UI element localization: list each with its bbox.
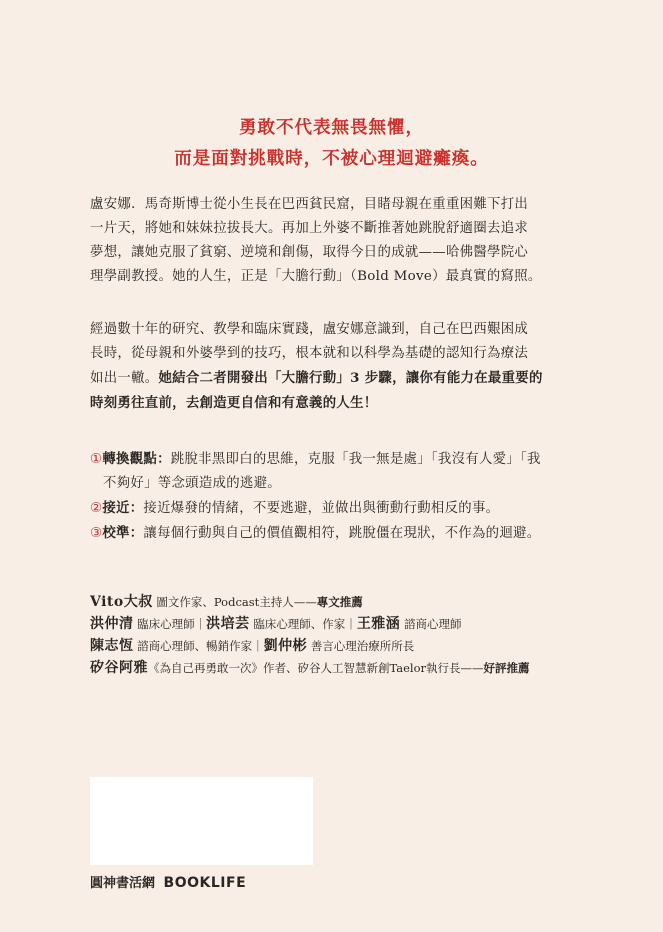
- step-number: ①: [90, 452, 103, 467]
- endorser-name: 洪培芸: [206, 616, 250, 632]
- endorsement-type: 好評推薦: [483, 661, 530, 675]
- step-item: [90, 521, 590, 546]
- publisher-name-en: BOOKLIFE: [163, 875, 247, 891]
- method-highlight: 她結合二者開發出「大膽行動」3 步驟，讓你有能力在最重要的: [158, 370, 543, 386]
- publisher-name-zh: 圓神書活網: [90, 876, 156, 891]
- endorser-name: 王雅涵: [356, 616, 401, 632]
- step-text: 接近爆發的情緒，不要逃避，並做出與衝動行動相反的事。: [143, 501, 500, 516]
- endorser-desc: 諮商心理師、暢銷作家｜: [137, 639, 264, 653]
- endorser-name: Vito大叔: [90, 594, 153, 610]
- intro-line: 夢想，讓她克服了貧窮、逆境和創傷，取得今日的成就——哈佛醫學院心: [90, 245, 529, 260]
- step-title: 轉換觀點：: [102, 451, 171, 467]
- step-number: ③: [90, 526, 103, 541]
- endorsement-row: [90, 658, 610, 678]
- endorser-desc: 臨床心理師、作家｜: [253, 617, 357, 631]
- steps-list: [90, 447, 590, 546]
- endorser-desc: 《為自己再勇敢一次》作者、矽谷人工智慧新創Taelor執行長——: [148, 661, 484, 675]
- method-text: 如出一轍。: [90, 371, 159, 386]
- publisher-logo: [90, 872, 246, 891]
- endorsement-row: [90, 592, 610, 612]
- endorser-name: 陳志恆: [90, 638, 134, 654]
- intro-line: 一片天，將她和妹妹拉拔長大。再加上外婆不斷推著她跳脫舒適圈去追求: [90, 221, 529, 236]
- barcode-area: [90, 777, 313, 865]
- headline-line-1: 勇敢不代表無畏無懼，: [239, 118, 424, 138]
- method-line: 經過數十年的研究、教學和臨床實踐，盧安娜意識到，自己在巴西艱困成: [90, 322, 529, 337]
- intro-line: 盧安娜．馬奇斯博士從小生長在巴西貧民窟，目睹母親在重重困難下打出: [90, 197, 529, 212]
- step-item: [90, 447, 590, 496]
- step-title: 校準：: [102, 525, 144, 541]
- endorser-name: 矽谷阿雅: [90, 660, 148, 676]
- endorser-name: 洪仲清: [90, 616, 134, 632]
- method-line: 長時，從母親和外婆學到的技巧，根本就和以科學為基礎的認知行為療法: [90, 346, 529, 361]
- step-text: 跳脫非黑即白的思維，克服「我一無是處」「我沒有人愛」「我: [170, 452, 541, 467]
- method-line: [90, 366, 590, 391]
- endorser-desc: 善言心理治療所所長: [310, 639, 415, 653]
- intro-line: 理學副教授。她的人生，正是「大膽行動」（Bold Move）最真實的寫照。: [90, 269, 542, 284]
- step-text: 不夠好」等念頭造成的逃避。: [103, 476, 281, 491]
- endorser-name: 劉仲彬: [263, 638, 308, 654]
- endorser-desc: 諮商心理師: [403, 617, 462, 631]
- endorser-desc: 臨床心理師｜: [137, 617, 207, 631]
- step-title: 接近：: [102, 500, 144, 516]
- step-item: [90, 496, 590, 521]
- endorsement-type: 專文推薦: [316, 595, 363, 609]
- method-paragraph: [90, 318, 590, 415]
- endorsement-row: [90, 614, 610, 634]
- headline-line-2: 而是面對挑戰時，不被心理迴避癱瘓。: [174, 149, 489, 169]
- endorsement-row: [90, 636, 610, 656]
- step-number: ②: [90, 501, 103, 516]
- intro-paragraph: [90, 193, 590, 289]
- endorser-desc: 圖文作家、Podcast主持人——: [156, 595, 317, 609]
- method-highlight: 時刻勇往直前，去創造更自信和有意義的人生！: [90, 395, 378, 411]
- step-text: 讓每個行動與自己的價值觀相符，跳脫僵在現狀，不作為的迴避。: [143, 526, 541, 541]
